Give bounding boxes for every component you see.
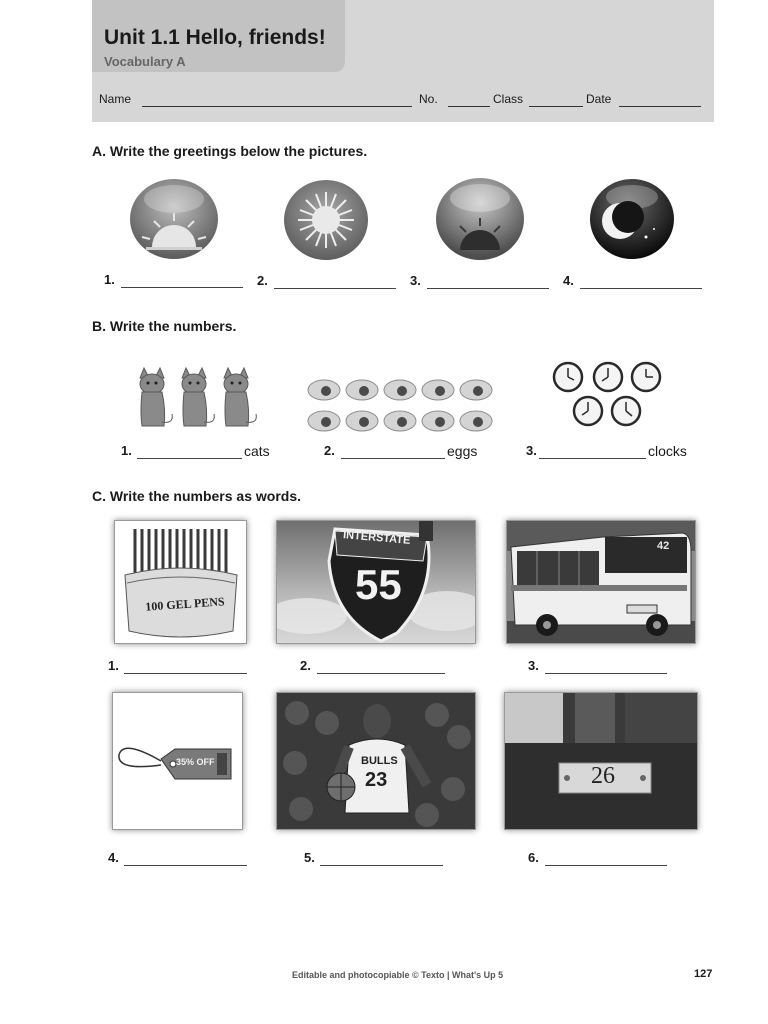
interstate-number: 55: [355, 561, 402, 608]
answer-a1-field[interactable]: [121, 287, 243, 288]
date-field[interactable]: [619, 106, 701, 107]
page-number: 127: [694, 968, 713, 980]
answer-c4-number: 4.: [108, 850, 119, 865]
name-label: Name: [99, 92, 132, 106]
answer-b2-field[interactable]: [341, 458, 445, 459]
bus-photo: [506, 520, 696, 644]
answer-c6-field[interactable]: [545, 865, 667, 866]
answer-c6-number: 6.: [528, 850, 539, 865]
answer-b2-word: eggs: [447, 443, 478, 459]
answer-a1-number: 1.: [104, 272, 115, 287]
answer-c1-field[interactable]: [124, 673, 247, 674]
answer-a4-number: 4.: [563, 273, 574, 288]
answer-c2-field[interactable]: [317, 673, 445, 674]
answer-b1-field[interactable]: [137, 458, 242, 459]
section-a-heading: A. Write the greetings below the pictures.: [92, 143, 368, 159]
class-field[interactable]: [529, 106, 583, 107]
page-title: Unit 1.1 Hello, friends!: [104, 26, 326, 49]
no-field[interactable]: [448, 106, 490, 107]
door-number-photo: [504, 692, 698, 830]
eggs-icon: [306, 378, 496, 434]
answer-a2-number: 2.: [257, 273, 268, 288]
name-field[interactable]: [142, 106, 412, 107]
answer-a4-field[interactable]: [580, 288, 702, 289]
gel-pens-text: 100 GEL PENS: [144, 594, 226, 614]
price-tag-photo: [112, 692, 243, 830]
sunset-icon: [434, 176, 526, 262]
section-c-heading: C. Write the numbers as words.: [92, 488, 302, 504]
answer-a3-field[interactable]: [427, 288, 549, 289]
no-label: No.: [419, 92, 438, 106]
price-tag-text: 35% OFF: [176, 757, 215, 767]
cats-icon: [134, 366, 262, 430]
answer-c2-number: 2.: [300, 658, 311, 673]
answer-c1-number: 1.: [108, 658, 119, 673]
jersey-number: 23: [365, 769, 388, 791]
sunrise-icon: [128, 177, 220, 261]
answer-a2-field[interactable]: [274, 288, 396, 289]
interstate-text: INTERSTATE: [342, 529, 411, 547]
answer-b1-number: 1.: [121, 443, 132, 458]
date-label: Date: [586, 92, 612, 106]
answer-b3-word: clocks: [648, 443, 687, 459]
answer-b3-field[interactable]: [539, 458, 646, 459]
answer-b2-number: 2.: [324, 443, 335, 458]
jersey-text: BULLS: [361, 755, 398, 767]
gel-pens-photo: [114, 520, 247, 644]
basketball-player-photo: [276, 692, 476, 830]
interstate-sign-photo: [276, 520, 476, 644]
answer-c3-field[interactable]: [545, 673, 667, 674]
section-b-heading: B. Write the numbers.: [92, 318, 237, 334]
moon-night-icon: [588, 177, 676, 261]
answer-a3-number: 3.: [410, 273, 421, 288]
bus-number: 42: [657, 540, 670, 552]
answer-c4-field[interactable]: [124, 865, 247, 866]
door-number: 26: [591, 763, 615, 789]
class-label: Class: [493, 92, 524, 106]
footer-credit: Editable and photocopiable © Texto | What's Up 5: [292, 970, 504, 980]
sun-icon: [282, 178, 370, 262]
page-subtitle: Vocabulary A: [104, 54, 186, 69]
answer-c5-field[interactable]: [320, 865, 443, 866]
answer-b3-number: 3.: [526, 443, 537, 458]
answer-b1-word: cats: [244, 443, 270, 459]
clocks-icon: [552, 361, 664, 429]
answer-c3-number: 3.: [528, 658, 539, 673]
answer-c5-number: 5.: [304, 850, 315, 865]
